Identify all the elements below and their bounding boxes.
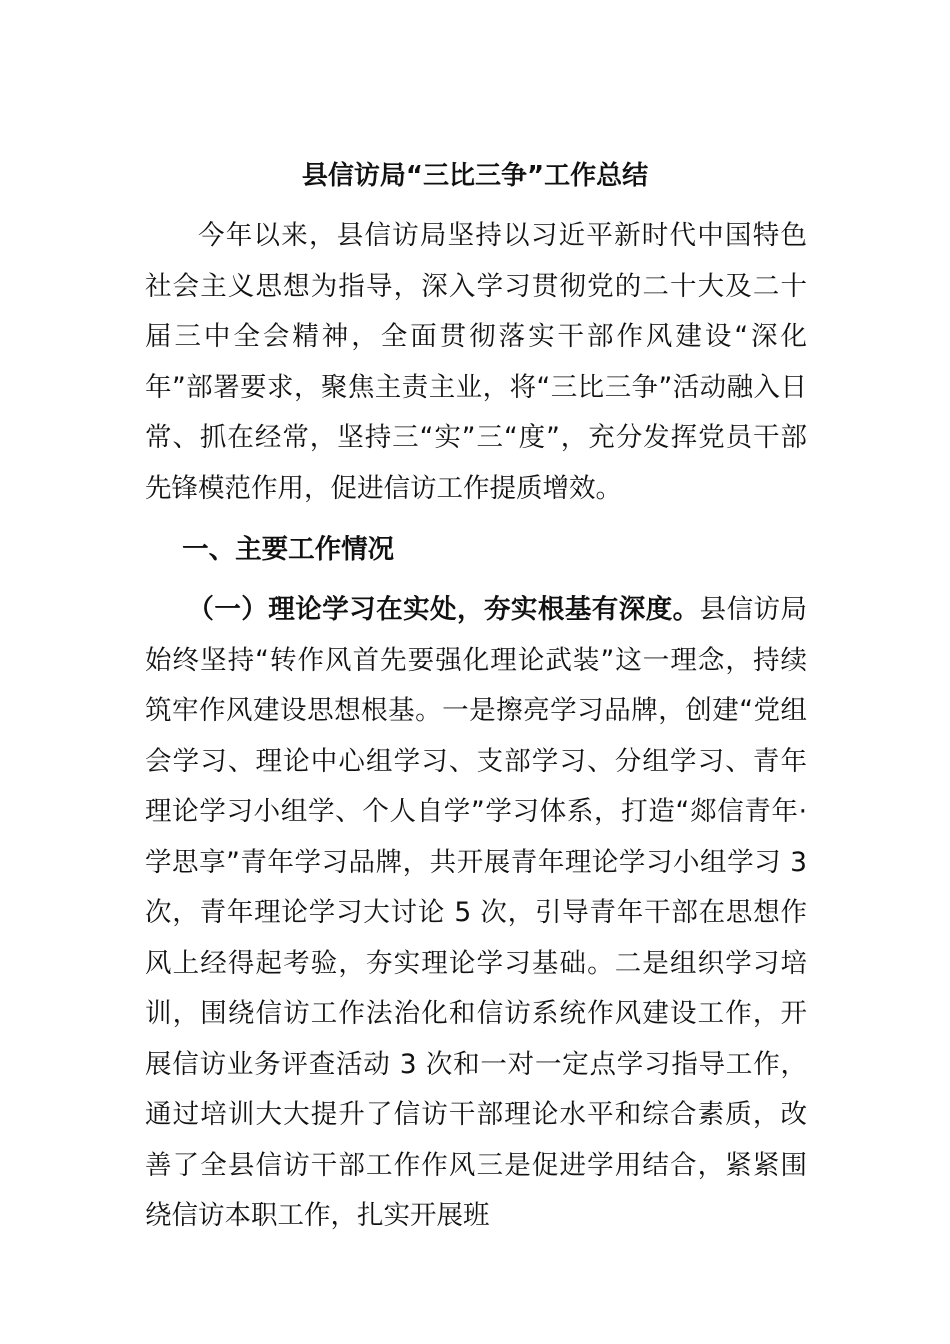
subsection-lead: （一）理论学习在实处，夯实根基有深度。 xyxy=(187,594,700,625)
intro-paragraph: 今年以来，县信访局坚持以习近平新时代中国特色社会主义思想为指导，深入学习贯彻党的二十大及二十届三中全会精神，全面贯彻落实干部作风建设“深化年”部署要求，聚焦主责主业，将“三比三争”活动融入日常、抓在经常，坚持三“实”三“度”，充分发挥党员干部先锋模范作用，促进信访工作提质增效。 xyxy=(145,220,807,504)
subsection-body: 县信访局始终坚持“转作风首先要强化理论武装”这一理念，持续筑牢作风建设思想根基。一是擦亮学习品牌，创建“党组会学习、理论中心组学习、支部学习、分组学习、青年理论学习小组学、个人自学”学习体系，打造“郯信青年·学思享”青年学习品牌，共开展青年理论学习小组学习 3 次，青年理论学习大讨论 5 次，引导青年干部在思想作风上经得起考验，夯实理论学习基础。二是组织学习培训，围绕信访工作法治化和信访系统作风建设工作，开展信访业务评查活动 3 次和一对一定点学习指导工作，通过培训大大提升了信访干部理论水平和综合素质，改善了全县信访干部工作作风三是促进学用结合，紧紧围绕信访本职工作，扎实开展班 xyxy=(145,594,808,1231)
document-title: 县信访局“三比三争”工作总结 xyxy=(301,161,649,191)
section-heading: 一、主要工作情况 xyxy=(182,534,395,565)
subsection-paragraph xyxy=(145,585,807,1242)
